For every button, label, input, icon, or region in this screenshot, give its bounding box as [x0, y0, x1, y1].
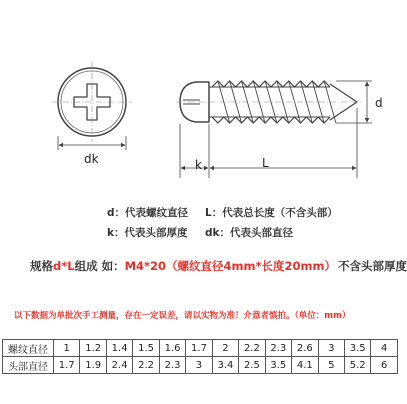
- table-cell: 2: [212, 340, 238, 357]
- table-cell: 3.5: [344, 340, 370, 357]
- legend-dk: dk：代表头部直径: [205, 227, 293, 239]
- table-cell: 3.4: [212, 357, 238, 374]
- table-cell: 2.4: [106, 357, 132, 374]
- formula-code: d*L: [53, 259, 75, 273]
- table-cell: 1.6: [159, 340, 185, 357]
- screw-side-view: [176, 81, 362, 123]
- formula-example: M4*20（螺纹直径4mm*长度20mm）: [124, 259, 337, 273]
- table-cell: 3: [318, 340, 344, 357]
- L-label: L: [262, 156, 269, 170]
- table-cell: 1.2: [80, 340, 106, 357]
- table-cell: 4: [371, 340, 398, 357]
- formula-prefix: 规格: [30, 259, 53, 273]
- legend-k: k：代表头部厚度: [107, 227, 188, 239]
- table-cell: 3: [186, 357, 212, 374]
- spec-formula: [30, 258, 407, 274]
- table-cell: 2.2: [239, 340, 265, 357]
- legend-L: L：代表总长度（不含头部）: [205, 207, 338, 219]
- head-top-view: [52, 62, 132, 150]
- table-cell: 1.4: [106, 340, 132, 357]
- table-cell: 1.7: [186, 340, 212, 357]
- table-cell: 5: [318, 357, 344, 374]
- table-cell: 4.1: [292, 357, 318, 374]
- formula-suffix: 不含头部厚度: [338, 259, 407, 273]
- table-cell: 1: [54, 340, 80, 357]
- table-cell: 2.3: [159, 357, 185, 374]
- table-cell: 1.9: [80, 357, 106, 374]
- dk-label: dk: [84, 152, 99, 166]
- legend-d: d：代表螺纹直径: [107, 207, 189, 219]
- d-label: d: [375, 96, 383, 110]
- table-cell: 1.5: [133, 340, 159, 357]
- row-header: 螺纹直径: [3, 340, 54, 357]
- formula-middle: 组成 如：: [74, 259, 125, 273]
- row-header: 头部直径: [3, 357, 54, 374]
- table-row: [3, 340, 398, 357]
- table-cell: 3.5: [265, 357, 291, 374]
- table-cell: 2.3: [265, 340, 291, 357]
- table-cell: 2.5: [239, 357, 265, 374]
- table-cell: 6: [371, 357, 398, 374]
- spec-table: [2, 339, 398, 374]
- k-label: k: [195, 158, 202, 172]
- measurement-note: 以下数据为单批次手工测量，存在一定误差，请以实物为准！介意者慎拍。（单位：mm）: [14, 311, 351, 321]
- table-cell: 2.6: [292, 340, 318, 357]
- table-cell: 5.2: [344, 357, 370, 374]
- table-row: [3, 357, 398, 374]
- table-cell: 2.2: [133, 357, 159, 374]
- table-cell: 1.7: [54, 357, 80, 374]
